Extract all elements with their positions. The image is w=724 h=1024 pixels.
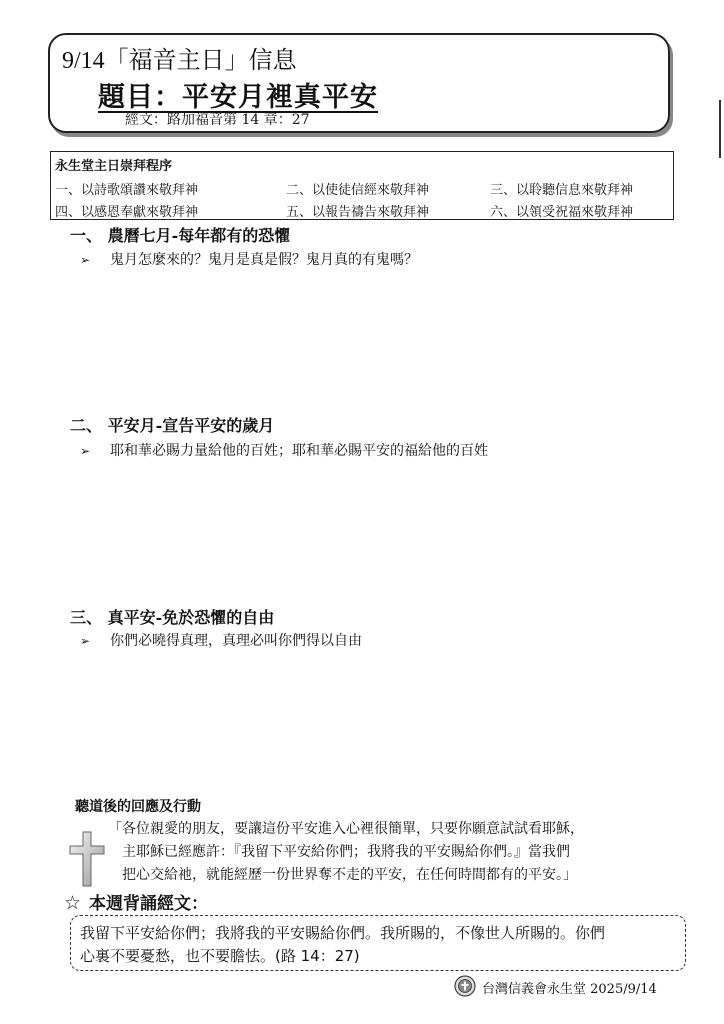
page-edge-mark (719, 100, 721, 158)
response-heading: 聽道後的回應及行動 (75, 799, 201, 815)
memory-verse-line: 我留下平安給你們；我將我的平安賜給你們。我所賜的，不像世人所賜的。你們 (80, 924, 606, 942)
sermon-date: 9/14 (62, 48, 105, 74)
memory-verse-heading-text: 本週背誦經文： (89, 894, 209, 914)
sermon-label: 「福音主日」信息 (104, 46, 297, 74)
memory-verse-heading (64, 889, 208, 914)
bullet-arrow-icon: ➢ (80, 253, 91, 267)
section-bullet-3 (80, 630, 362, 650)
sermon-title: 題目：平安月裡真平安 (98, 82, 378, 113)
church-seal-icon (454, 975, 476, 997)
worship-order-item: 六、以領受祝福來敬拜神 (490, 205, 634, 220)
section-heading-3: 三、 真平安-免於恐懼的自由 (70, 608, 275, 627)
worship-order-item: 四、以感恩奉獻來敬拜神 (55, 205, 199, 220)
section-bullet-text: 耶和華必賜力量給他的百姓；耶和華必賜平安的福給他的百姓 (110, 443, 488, 459)
section-bullet-1 (80, 249, 418, 269)
bullet-arrow-icon: ➢ (80, 634, 91, 648)
footer-church-date: 台灣信義會永生堂 2025/9/14 (482, 982, 657, 997)
cross-icon (68, 830, 106, 888)
bullet-arrow-icon: ➢ (80, 444, 91, 458)
section-heading-2: 二、 平安月-宣告平安的歲月 (70, 416, 275, 435)
section-heading-1: 一、 農曆七月-每年都有的恐懼 (70, 226, 291, 245)
worship-order-title: 永生堂主日崇拜程序 (55, 159, 173, 174)
memory-verse-line: 心裏不要憂愁，也不要膽怯。(路 14：27) (80, 947, 360, 965)
response-line: 把心交給祂，就能經歷一份世界奪不走的平安，在任何時間都有的平安。」 (122, 867, 577, 883)
worship-order-item: 五、以報告禱告來敬拜神 (286, 205, 430, 220)
star-icon: ☆ (64, 892, 82, 914)
sermon-date-label (62, 40, 297, 75)
response-line: 主耶穌已經應許：『我留下平安給你們；我將我的平安賜給你們。』當我們 (122, 844, 570, 860)
section-bullet-text: 鬼月怎麼來的？鬼月是真是假？鬼月真的有鬼嗎？ (110, 252, 418, 268)
response-line: 「各位親愛的朋友，要讓這份平安進入心裡很簡單，只要你願意試試看耶穌， (108, 821, 584, 837)
worship-order-item: 一、以詩歌頌讚來敬拜神 (55, 183, 199, 198)
worship-order-item: 三、以聆聽信息來敬拜神 (490, 183, 634, 198)
section-bullet-2 (80, 440, 488, 460)
scripture-reference: 經文：路加福音第 14 章：27 (125, 112, 310, 128)
section-bullet-text: 你們必曉得真理，真理必叫你們得以自由 (110, 633, 362, 649)
worship-order-item: 二、以使徒信經來敬拜神 (286, 183, 430, 198)
